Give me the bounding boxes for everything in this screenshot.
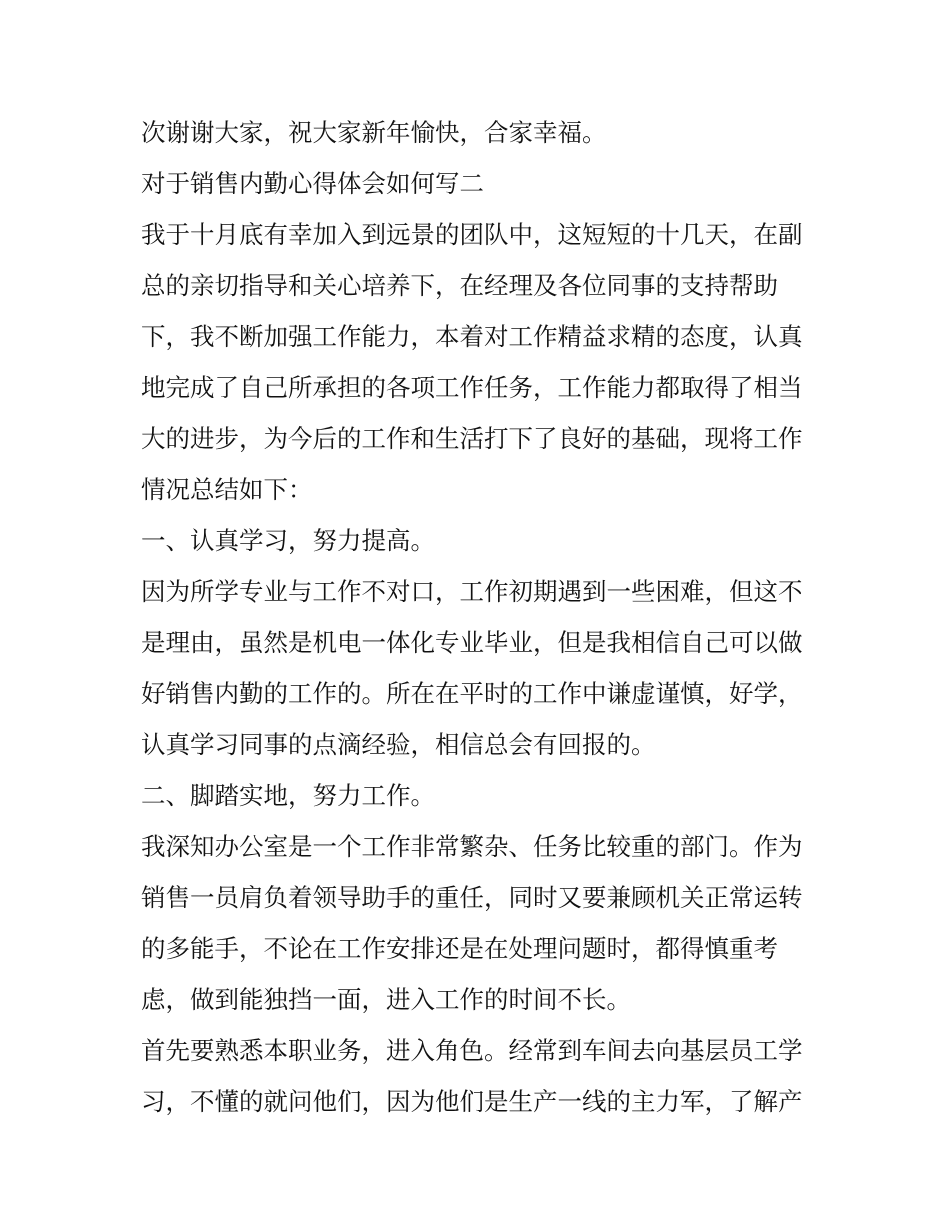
text-line: 大的进步，为今后的工作和生活打下了良好的基础，现将工作 (141, 424, 803, 453)
text-line: 好销售内勤的工作的。所在在平时的工作中谦虚谨慎，好学， (141, 679, 803, 708)
subheading-line: 一、认真学习，努力提高。 (141, 526, 435, 555)
text-line: 首先要熟悉本职业务，进入角色。经常到车间去向基层员工学 (141, 1036, 803, 1065)
text-line: 次谢谢大家，祝大家新年愉快，合家幸福。 (141, 118, 607, 147)
text-line: 习，不懂的就问他们，因为他们是生产一线的主力军，了解产 (141, 1087, 803, 1116)
text-line: 总的亲切指导和关心培养下，在经理及各位同事的支持帮助 (141, 271, 778, 300)
text-line: 我于十月底有幸加入到远景的团队中，这短短的十几天，在副 (141, 220, 803, 249)
subheading-line: 二、脚踏实地，努力工作。 (141, 781, 435, 810)
text-line: 的多能手，不论在工作安排还是在处理问题时，都得慎重考 (141, 934, 778, 963)
text-line: 是理由，虽然是机电一体化专业毕业，但是我相信自己可以做 (141, 628, 803, 657)
text-line: 地完成了自己所承担的各项工作任务，工作能力都取得了相当 (141, 373, 803, 402)
document-body (141, 107, 821, 1127)
text-line: 销售一员肩负着领导助手的重任，同时又要兼顾机关正常运转 (141, 883, 803, 912)
text-line: 情况总结如下： (141, 475, 313, 504)
text-line: 因为所学专业与工作不对口，工作初期遇到一些困难，但这不 (141, 577, 803, 606)
text-line: 认真学习同事的点滴经验，相信总会有回报的。 (141, 730, 656, 759)
text-line: 我深知办公室是一个工作非常繁杂、任务比较重的部门。作为 (141, 832, 803, 861)
text-line: 虑，做到能独挡一面，进入工作的时间不长。 (141, 985, 631, 1014)
section-heading: 对于销售内勤心得体会如何写二 (141, 169, 484, 198)
text-line: 下，我不断加强工作能力，本着对工作精益求精的态度，认真 (141, 322, 803, 351)
